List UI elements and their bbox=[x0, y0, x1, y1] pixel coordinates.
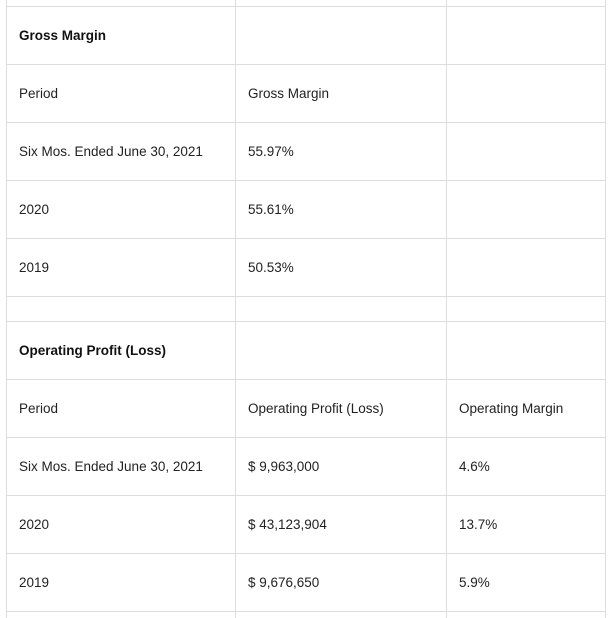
gross-margin-header-row bbox=[7, 65, 606, 123]
table-row bbox=[7, 181, 606, 239]
section-spacer-row bbox=[7, 297, 606, 322]
operating-profit-value: $ 9,676,650 bbox=[236, 554, 447, 612]
gross-margin-header-value: Gross Margin bbox=[236, 65, 447, 123]
operating-profit-period: 2019 bbox=[7, 554, 236, 612]
operating-margin-value: 4.6% bbox=[447, 438, 606, 496]
financial-table bbox=[6, 0, 606, 618]
operating-profit-header-profit: Operating Profit (Loss) bbox=[236, 380, 447, 438]
gross-margin-value: 55.61% bbox=[236, 181, 447, 239]
operating-profit-header-row bbox=[7, 380, 606, 438]
table-row bbox=[7, 496, 606, 554]
operating-profit-period: Six Mos. Ended June 30, 2021 bbox=[7, 438, 236, 496]
gross-margin-header-period: Period bbox=[7, 65, 236, 123]
operating-margin-value: 5.9% bbox=[447, 554, 606, 612]
table-row bbox=[7, 123, 606, 181]
gross-margin-period: 2019 bbox=[7, 239, 236, 297]
table-row bbox=[7, 239, 606, 297]
operating-profit-header-period: Period bbox=[7, 380, 236, 438]
table-bottom-edge bbox=[7, 612, 606, 618]
gross-margin-period: Six Mos. Ended June 30, 2021 bbox=[7, 123, 236, 181]
gross-margin-value: 50.53% bbox=[236, 239, 447, 297]
gross-margin-value: 55.97% bbox=[236, 123, 447, 181]
table-row bbox=[7, 438, 606, 496]
gross-margin-title: Gross Margin bbox=[7, 7, 236, 65]
operating-margin-value: 13.7% bbox=[447, 496, 606, 554]
operating-profit-title-row bbox=[7, 322, 606, 380]
operating-profit-title: Operating Profit (Loss) bbox=[7, 322, 236, 380]
gross-margin-period: 2020 bbox=[7, 181, 236, 239]
gross-margin-title-row bbox=[7, 7, 606, 65]
operating-profit-value: $ 43,123,904 bbox=[236, 496, 447, 554]
operating-profit-period: 2020 bbox=[7, 496, 236, 554]
operating-profit-header-margin: Operating Margin bbox=[447, 380, 606, 438]
operating-profit-value: $ 9,963,000 bbox=[236, 438, 447, 496]
table-row bbox=[7, 554, 606, 612]
